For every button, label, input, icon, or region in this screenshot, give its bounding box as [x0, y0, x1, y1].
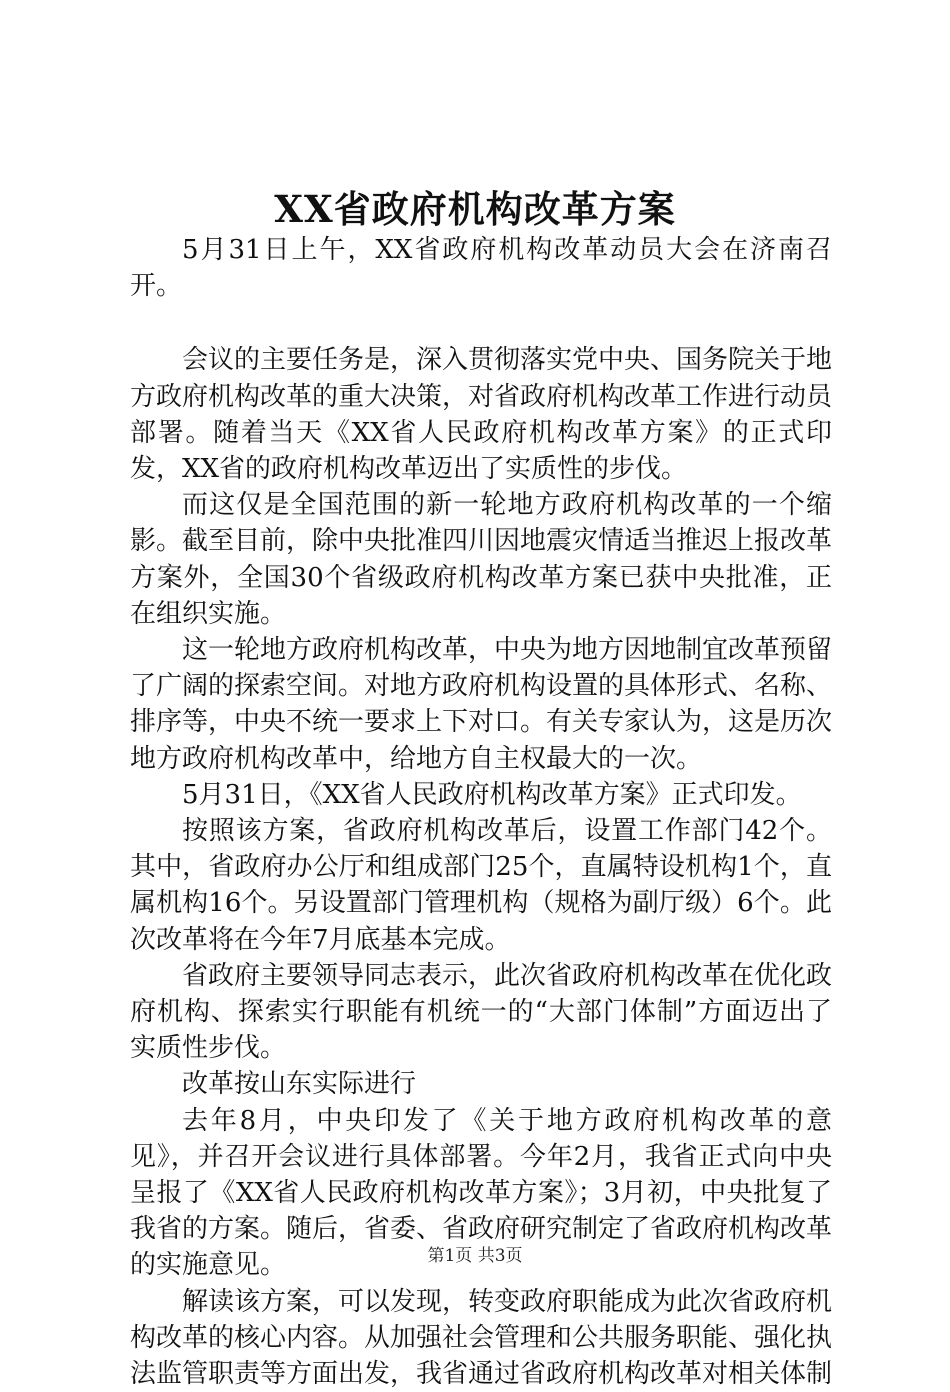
paragraph: 5月31日，《XX省人民政府机构改革方案》正式印发。: [182, 779, 802, 810]
paragraph: 按照该方案，省政府机构改革后，设置工作部门42个。其中，省政府办公厅和组成部门25个，直属特设机构1个，直属机构16个。另设置部门管理机构（规格为副厅级）6个。此次改革将在今年7月底基本完成。: [130, 816, 832, 955]
paragraph: 解读该方案，可以发现，转变政府职能成为此次省政府机构改革的核心内容。从加强社会管理和公共服务职能、强化执法监管职责等方面出发，我省通过省政府机构改革对相关体制: [130, 1286, 833, 1390]
paragraph: 而这仅是全国范围的新一轮地方政府机构改革的一个缩影。截至目前，除中央批准四川因地震灾情适当推迟上报改革方案外，全国30个省级政府机构改革方案已获中央批准，正在组织实施。: [130, 490, 833, 629]
paragraph: 这一轮地方政府机构改革，中央为地方因地制宜改革预留了广阔的探索空间。对地方政府机构设置的具体形式、名称、排序等，中央不统一要求上下对口。有关专家认为，这是历次地方政府机构改革中，给地方自主权最大的一次。: [130, 635, 833, 774]
document-body: [130, 232, 832, 1392]
paragraph: 去年8月，中央印发了《关于地方政府机构改革的意见》，并召开会议进行具体部署。今年2月，我省正式向中央呈报了《XX省人民政府机构改革方案》；3月初，中央批复了我省的方案。随后，省委、省政府研究制定了省政府机构改革的实施意见。: [130, 1105, 833, 1281]
paragraph-intro: 5月31日上午，XX省政府机构改革动员大会在济南召开。: [130, 235, 832, 302]
paragraph: 会议的主要任务是，深入贯彻落实党中央、国务院关于地方政府机构改革的重大决策，对省政府机构改革工作进行动员部署。随着当天《XX省人民政府机构改革方案》的正式印发，XX省的政府机构改革迈出了实质性的步伐。: [130, 345, 833, 485]
page-number-footer: 第1页 共3页: [427, 1246, 523, 1266]
document-title: XX省政府机构改革方案: [274, 187, 676, 231]
section-heading: 改革按山东实际进行: [182, 1069, 417, 1100]
paragraph: 省政府主要领导同志表示，此次省政府机构改革在优化政府机构、探索实行职能有机统一的“大部门体制”方面迈出了实质性步伐。: [130, 960, 833, 1064]
